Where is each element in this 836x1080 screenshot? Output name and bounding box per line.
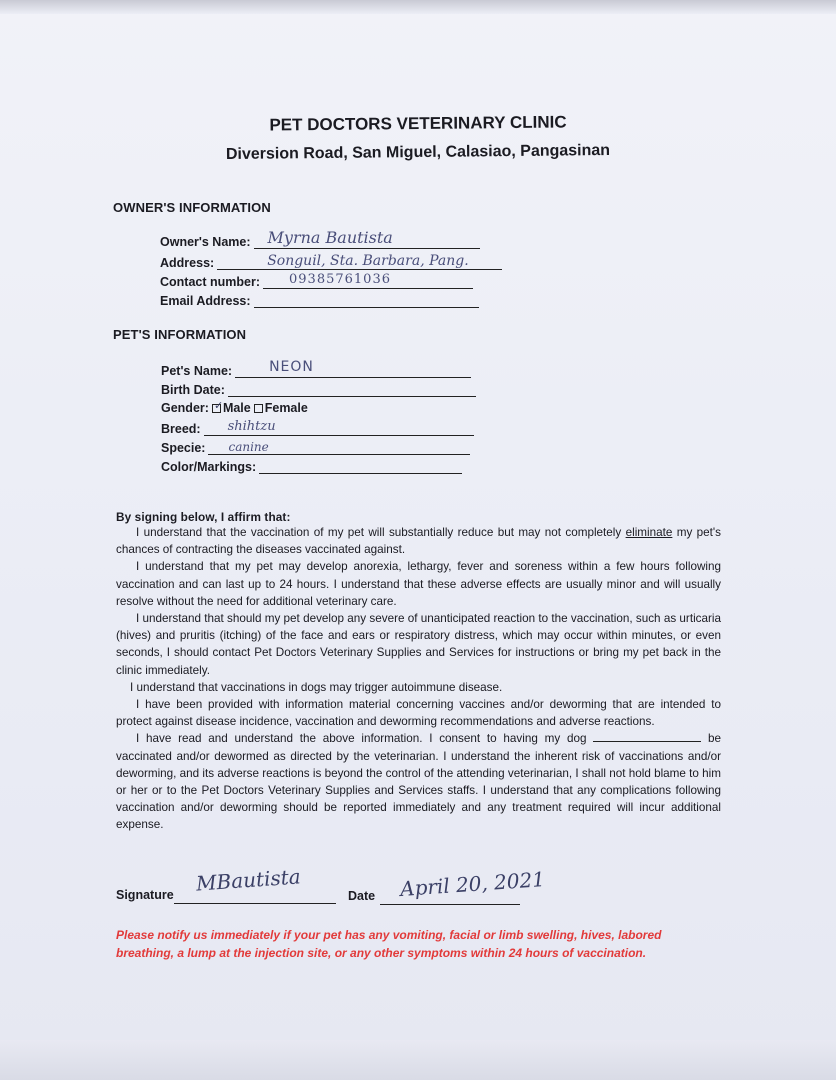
owner-name-field[interactable] xyxy=(160,228,480,249)
affirm-paragraph-3: I understand that should my pet develop any severe of unanticipated reaction to the vaccination, such as urticaria (hives) and pruritis (itching) of the face and ears or respiratory distress, which may occur within minutes, or even seconds, I should contact Pet Doctors Veterinary Supplies and Services for instructions or bring my pet back in the clinic immediately. xyxy=(116,612,721,677)
pet-color-line xyxy=(259,459,462,474)
affirm-body xyxy=(116,524,721,834)
affirm-p1-text-end: my pet's chances of contracting the diseases vaccinated against. xyxy=(116,526,721,557)
signature-line[interactable] xyxy=(174,901,336,904)
affirm-p6-text: I have read and understand the above information. I consent to having my dog xyxy=(136,732,587,746)
pet-breed-label: Breed: xyxy=(161,422,201,436)
affirm-paragraph-6 xyxy=(116,730,721,833)
pet-name-line xyxy=(235,359,471,378)
date-line[interactable] xyxy=(380,902,520,905)
owner-email-field[interactable] xyxy=(160,293,479,308)
pet-name-value: NEON xyxy=(269,359,314,375)
gender-female-checkbox[interactable] xyxy=(254,404,263,413)
scan-top-edge xyxy=(0,0,836,14)
pet-breed-value: shihtzu xyxy=(227,419,276,434)
clinic-address: Diversion Road, San Miguel, Calasiao, Pangasinan xyxy=(225,141,611,164)
scan-bottom-edge xyxy=(0,1040,836,1080)
clinic-title: PET DOCTORS VETERINARY CLINIC xyxy=(269,112,567,135)
signature-label: Signature xyxy=(116,888,174,902)
gender-male-checkbox[interactable] xyxy=(212,399,224,413)
affirm-p6-text-end: be vaccinated and/or dewormed as directed by the veterinarian. I understand the inherent risk of vaccinations and/or deworming, and its adverse reactions is beyond the control of the attending veterinarian, I shall not hold blame to him or her or to the Pet Doctors Veterinary Supplies and Services staffs. I understand that any complications following vaccination and/or deworming should be reported immediately and any treatment required will incur additional expense. xyxy=(116,732,721,832)
symptom-notice: Please notify us immediately if your pet has any vomiting, facial or limb swelling, hives, labored breathing, a lump at the injection site, or any other symptoms within 24 hours of vaccination. xyxy=(116,928,662,960)
affirm-paragraph-5: I have been provided with information material concerning vaccines and/or deworming that are intended to protect against disease incidence, vaccination and deworming recommendations and adverse reactions. xyxy=(116,698,721,729)
owner-address-field[interactable] xyxy=(160,255,502,270)
owner-address-label: Address: xyxy=(160,256,215,270)
owner-contact-label: Contact number: xyxy=(160,275,260,289)
owner-contact-value: 09385761036 xyxy=(289,272,391,287)
dog-name-blank[interactable] xyxy=(593,731,701,742)
pet-specie-value: canine xyxy=(228,440,269,454)
owner-contact-line xyxy=(263,274,473,289)
owner-section-title: OWNER'S INFORMATION xyxy=(113,200,271,215)
pet-section-title: PET'S INFORMATION xyxy=(113,327,247,342)
affirm-p1-text: I understand that the vaccination of my pet will substantially reduce but may not completely xyxy=(136,526,626,539)
owner-address-line xyxy=(217,255,502,270)
pet-breed-field[interactable] xyxy=(161,421,474,436)
owner-email-label: Email Address: xyxy=(160,294,251,308)
pet-birthdate-label: Birth Date: xyxy=(161,383,225,397)
owner-name-line xyxy=(254,228,480,249)
date-value: April 20, 2021 xyxy=(399,866,546,902)
affirm-p1-underlined: eliminate xyxy=(625,526,673,539)
pet-breed-line xyxy=(204,421,474,436)
date-label: Date xyxy=(348,889,376,903)
signature-value: MBautista xyxy=(195,864,302,896)
affirm-paragraph-1 xyxy=(116,524,721,558)
pet-color-field[interactable] xyxy=(161,459,462,474)
pet-birthdate-field[interactable] xyxy=(161,382,476,397)
owner-name-label: Owner's Name: xyxy=(160,235,251,249)
pet-gender-label: Gender: xyxy=(161,401,209,415)
pet-birthdate-line xyxy=(228,382,476,397)
pet-gender-field[interactable] xyxy=(161,401,308,415)
pet-name-label: Pet's Name: xyxy=(161,364,233,378)
affirm-paragraph-4: I understand that vaccinations in dogs may trigger autoimmune disease. xyxy=(130,680,503,694)
pet-specie-label: Specie: xyxy=(161,441,206,455)
affirm-heading: By signing below, I affirm that: xyxy=(116,510,291,524)
affirm-paragraph-2: I understand that my pet may develop anorexia, lethargy, fever and soreness within a few hours following vaccination and can last up to 24 hours. I understand that these adverse effects are usually minor and will usually resolve without the need for additional veterinary care. xyxy=(116,560,721,608)
pet-specie-field[interactable] xyxy=(161,440,470,455)
pet-name-field[interactable] xyxy=(161,359,471,378)
check-mark-icon: ✓ xyxy=(213,399,224,412)
owner-email-line xyxy=(254,293,479,308)
owner-contact-field[interactable] xyxy=(160,274,473,289)
gender-male-label: Male xyxy=(222,401,251,415)
pet-specie-line xyxy=(208,440,470,455)
pet-color-label: Color/Markings: xyxy=(161,460,257,474)
owner-name-value: Myrna Bautista xyxy=(267,228,393,247)
gender-female-label: Female xyxy=(264,401,308,415)
owner-address-value: Songuil, Sta. Barbara, Pang. xyxy=(267,253,469,269)
